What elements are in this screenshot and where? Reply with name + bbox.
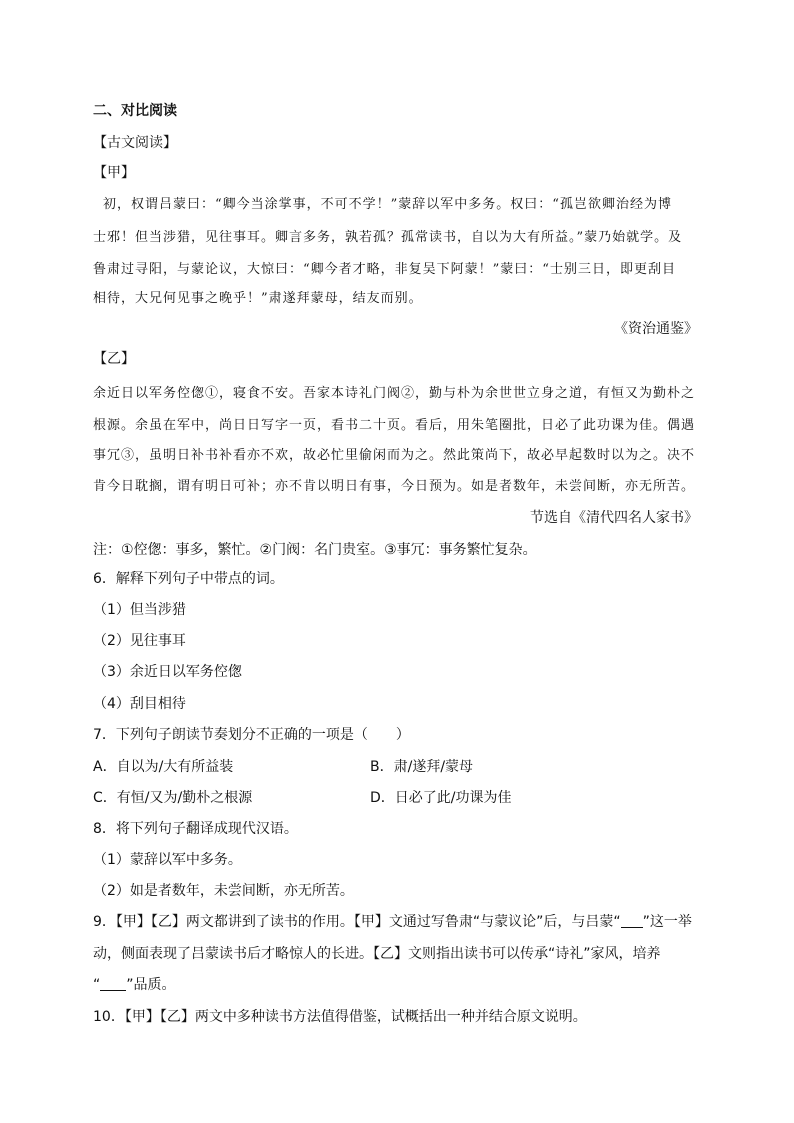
question-6-item: （1）但当涉猎 [93, 602, 186, 618]
option-a: A．自以为/大有所益装 [93, 759, 234, 775]
question-9-text: “ [93, 977, 101, 993]
question-8-stem: 8．将下列句子翻译成现代汉语。 [93, 821, 298, 837]
subsection-heading: 【古文阅读】 [93, 135, 177, 151]
annotation-note: 注：①倥偬：事多，繁忙。②门阀：名门贵室。③事冗：事务繁忙复杂。 [93, 542, 537, 558]
jia-text-line: 初，权谓吕蒙曰：“卿今当涂掌事，不可不学！”蒙辞以军中多务。权曰：“孤岂欲卿治经为博 [103, 197, 672, 212]
jia-text-line: 士邪！但当涉猎，见往事耳。卿言多务，孰若孤？孤常读书，自以为大有所益。”蒙乃始就学。及 [93, 230, 683, 245]
jia-text-line: 相待，大兄何见事之晚乎！”肃遂拜蒙母，结友而别。 [93, 291, 423, 306]
question-6-item: （2）见往事耳 [93, 633, 186, 649]
yi-text-line: 肯今日耽搁，谓有明日可补；亦不肯以明日有事，今日预为。如是者数年，未尝间断，亦无所苦。 [93, 479, 696, 494]
jia-label: 【甲】 [93, 165, 135, 181]
question-9-text: 9．【甲】【乙】两文都讲到了读书的作用。【甲】文通过写鲁肃“与蒙议论”后，与吕蒙“ [93, 914, 621, 930]
option-b: B．肃/遂拜/蒙母 [370, 759, 474, 775]
question-9-text: ”品质。 [126, 977, 176, 993]
jia-text-line: 鲁肃过寻阳，与蒙论议，大惊曰：“卿今者才略，非复吴下阿蒙！”蒙曰：“士别三日，即更刮目 [93, 262, 676, 277]
yi-text-line: 余近日以军务倥偬①，寝食不安。吾家本诗礼门阀②，勤与朴为余世世立身之道，有恒又为勤朴之 [93, 386, 696, 401]
option-d: D．日必了此/功课为佳 [370, 790, 512, 806]
question-6-item: （4）刮目相待 [93, 696, 186, 712]
question-7-stem: 7．下列句子朗读节奏划分不正确的一项是（ ） [93, 727, 410, 743]
question-9-text: ”这一举 [642, 914, 692, 930]
answer-blank[interactable] [621, 913, 643, 928]
question-6-item: （3）余近日以军务倥偬 [93, 664, 242, 680]
question-6-stem: 6．解释下列句子中带点的词。 [93, 571, 284, 587]
question-8-item: （2）如是者数年，未尝间断，亦无所苦。 [93, 883, 354, 899]
yi-text-line: 根源。余虽在军中，尚日日写字一页，看书二十页。看后，用朱笔圈批，日必了此功课为佳。偶遇 [93, 418, 696, 433]
question-8-item: （1）蒙辞以军中多务。 [93, 852, 242, 868]
yi-text-line: 事冗③，虽明日补书补看亦不欢，故必忙里偷闲而为之。然此策尚下，故必早起数时以为之。决不 [93, 448, 696, 463]
option-c: C．有恒/又为/勤朴之根源 [93, 790, 253, 806]
answer-blank[interactable] [100, 976, 126, 991]
jia-source: 《资治通鉴》 [614, 321, 698, 337]
yi-label: 【乙】 [93, 351, 135, 367]
question-9-line [93, 913, 692, 931]
question-9-line: 动，侧面表现了吕蒙读书后才略惊人的长进。【乙】文则指出读书可以传承“诗礼”家风，培养 [93, 946, 661, 962]
yi-source: 节选自《清代四名人家书》 [530, 510, 698, 526]
section-title: 二、对比阅读 [93, 103, 177, 119]
question-10-stem: 10．【甲】【乙】两文中多种读书方法值得借鉴，试概括出一种并结合原文说明。 [93, 1009, 587, 1025]
question-9-line [93, 976, 176, 994]
